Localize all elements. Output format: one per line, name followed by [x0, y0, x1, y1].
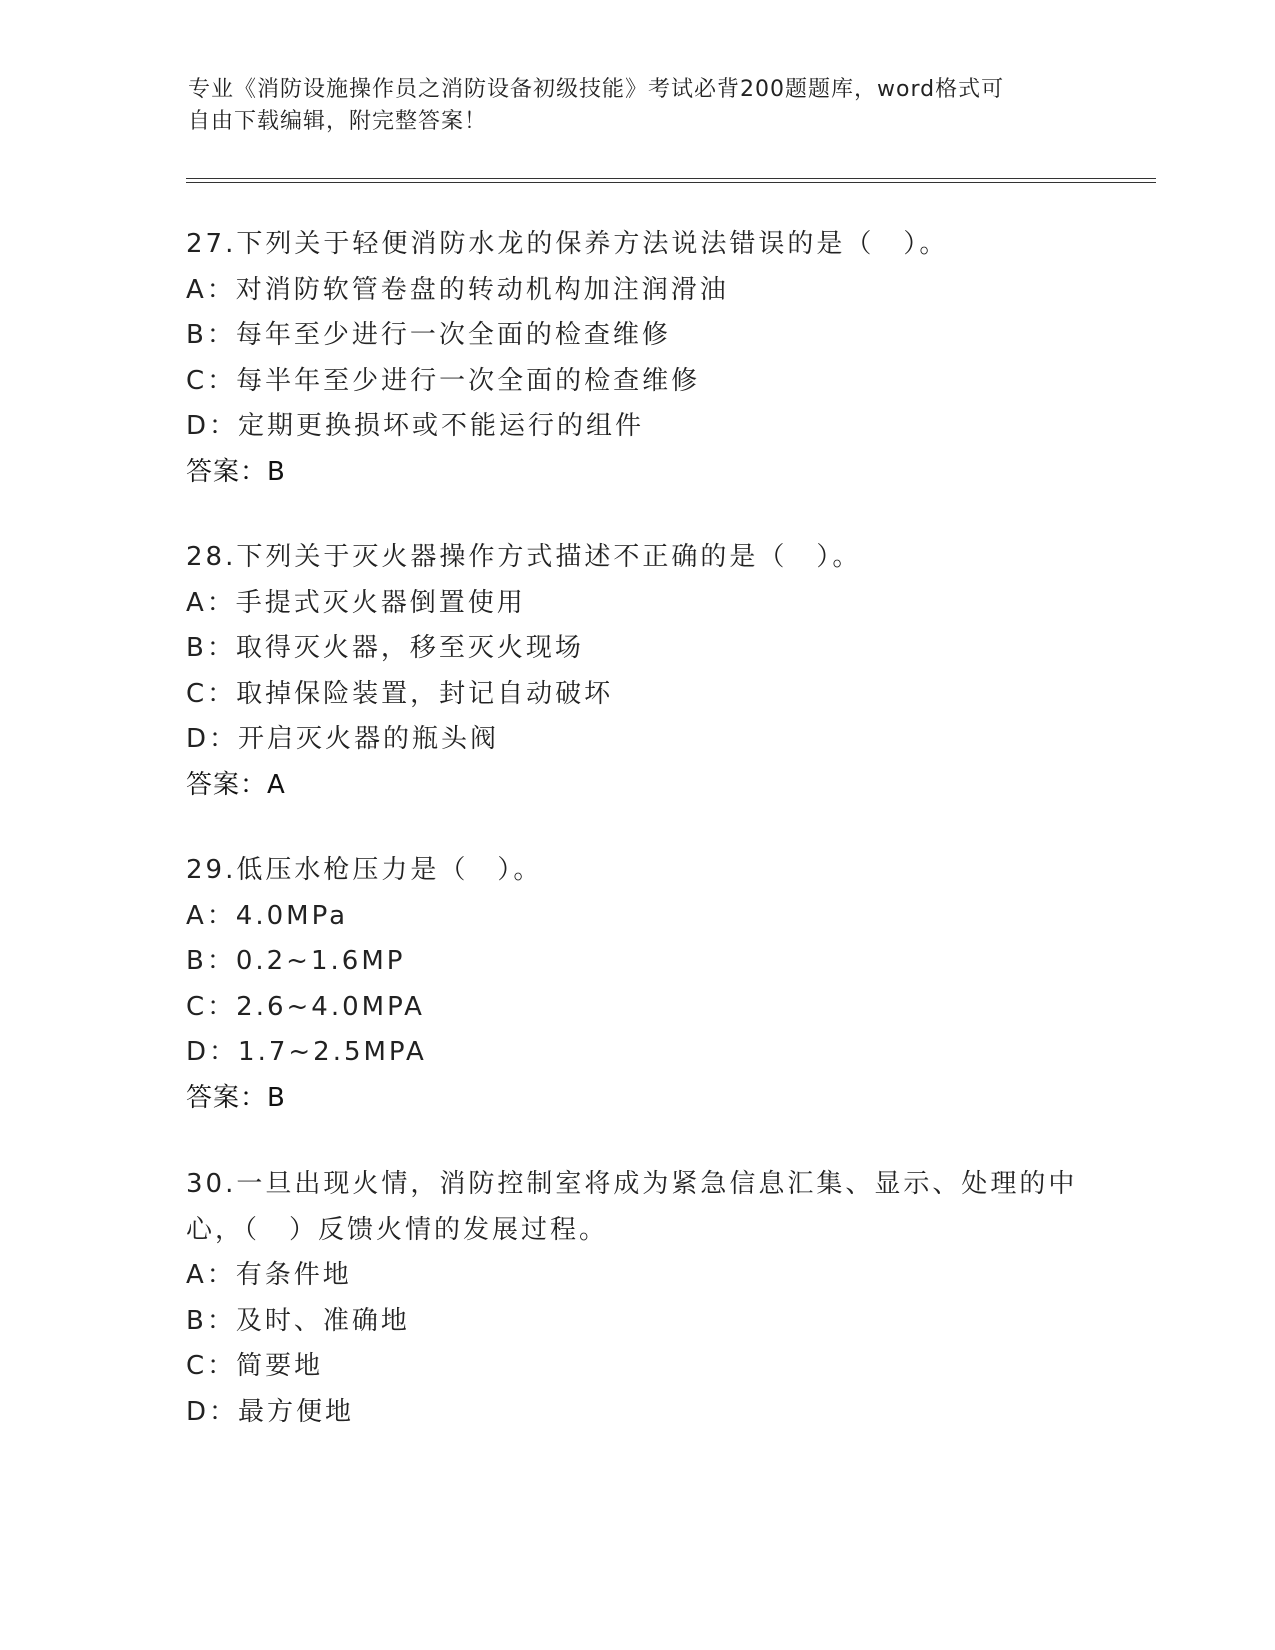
question-stem-continued: 心，（ ）反馈火情的发展过程。 [186, 1214, 609, 1245]
question-stem: 28.下列关于灭火器操作方式描述不正确的是（ ）。 [186, 542, 862, 572]
question-stem: 27.下列关于轻便消防水龙的保养方法说法错误的是（ ）。 [186, 229, 949, 259]
question-28 [186, 535, 1086, 808]
option-a: A：4.0MPa [186, 900, 349, 931]
option-a: A：对消防软管卷盘的转动机构加注润滑油 [186, 274, 729, 305]
question-27 [186, 222, 1086, 495]
question-29 [186, 848, 1086, 1121]
option-c: C：每半年至少进行一次全面的检查维修 [186, 365, 701, 396]
option-b: B：取得灭火器，移至灭火现场 [186, 633, 584, 663]
option-c: C：取掉保险装置，封记自动破坏 [186, 678, 614, 709]
option-b: B：0.2~1.6MP [186, 946, 406, 976]
option-d: D：开启灭火器的瓶头阀 [186, 724, 500, 754]
option-b: B：及时、准确地 [186, 1305, 410, 1336]
option-d: D：最方便地 [186, 1396, 355, 1427]
question-30 [186, 1162, 1086, 1435]
option-d: D：定期更换损坏或不能运行的组件 [186, 411, 645, 441]
question-stem: 30.一旦出现火情，消防控制室将成为紧急信息汇集、显示、处理的中 [186, 1169, 1078, 1199]
answer: 答案：B [186, 456, 286, 487]
header-line-1: 专业《消防设施操作员之消防设备初级技能》考试必背200题题库，word格式可 [188, 77, 1005, 102]
answer: 答案：B [186, 1082, 286, 1113]
option-c: C：简要地 [186, 1351, 324, 1381]
document-header [188, 74, 1088, 138]
question-stem: 29.低压水枪压力是（ ）。 [186, 855, 543, 885]
option-a: A：手提式灭火器倒置使用 [186, 587, 526, 618]
option-b: B：每年至少进行一次全面的检查维修 [186, 320, 671, 350]
answer: 答案：A [186, 769, 286, 800]
option-a: A：有条件地 [186, 1260, 352, 1290]
header-divider-top [186, 178, 1156, 179]
option-c: C：2.6~4.0MPA [186, 991, 425, 1022]
header-line-2: 自由下载编辑，附完整答案！ [188, 109, 488, 134]
option-d: D：1.7~2.5MPA [186, 1037, 427, 1067]
header-divider-bottom [186, 182, 1156, 183]
